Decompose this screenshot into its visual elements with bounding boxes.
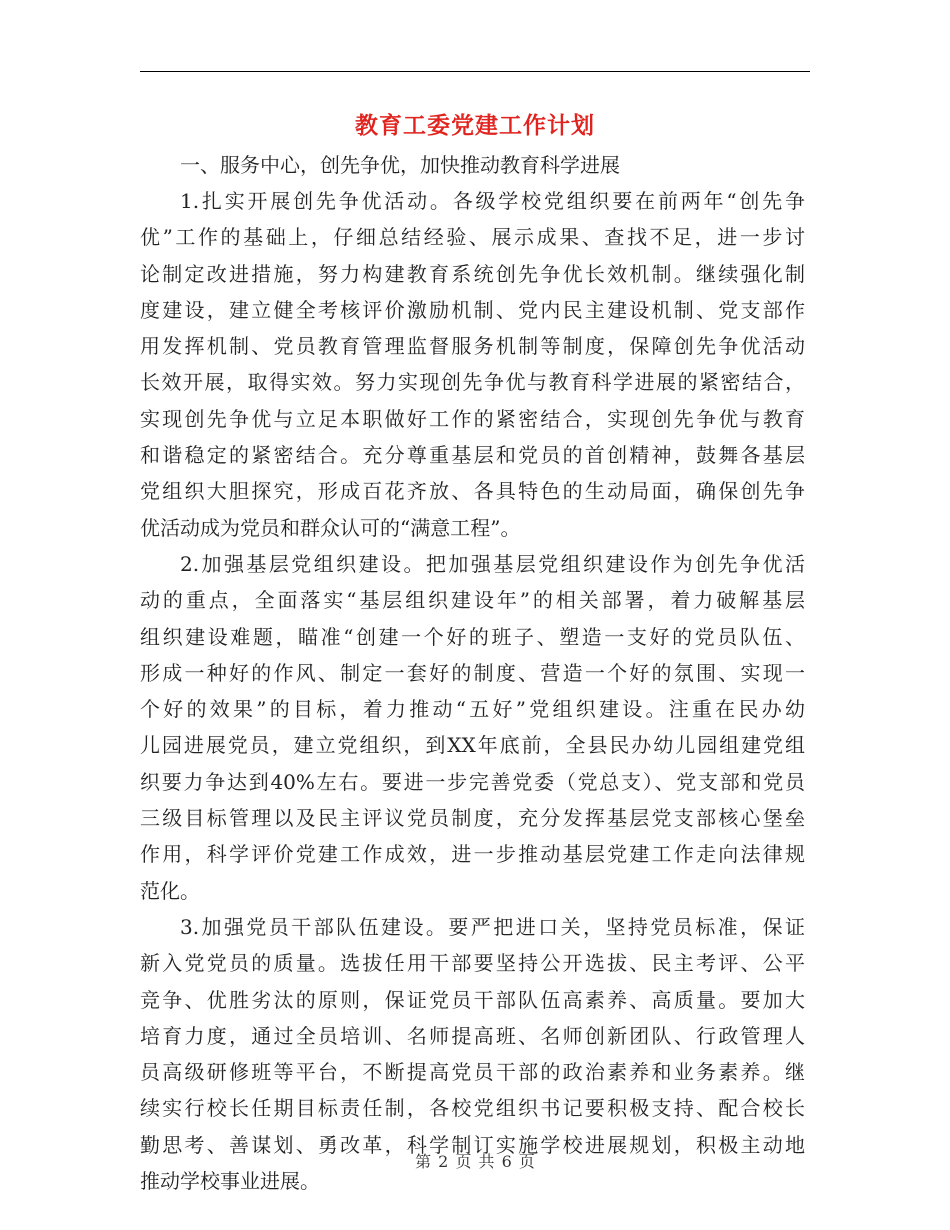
paragraph-line: 动的重点，全面落实“基层组织建设年”的相关部署，着力破解基层 xyxy=(140,588,805,613)
paragraph-line: 勤思考、善谋划、勇改革，科学制订实施学校进展规划，积极主动地 xyxy=(140,1132,805,1157)
paragraph-line: 组织建设难题，瞄准“创建一个好的班子、塑造一支好的党员队伍、 xyxy=(140,624,805,649)
paragraph-line: 论制定改进措施，努力构建教育系统创先争优长效机制。继续强化制 xyxy=(140,261,805,286)
paragraph-list xyxy=(140,183,805,1199)
paragraph-line: 优”工作的基础上，仔细总结经验、展示成果、查找不足，进一步讨 xyxy=(140,225,805,250)
paragraph-line: 实现创先争优与立足本职做好工作的紧密结合，实现创先争优与教育 xyxy=(140,406,805,431)
header-rule xyxy=(140,71,810,72)
paragraph-line: 范化。 xyxy=(140,878,200,903)
paragraph-line: 竞争、优胜劣汰的原则，保证党员干部队伍高素养、高质量。要加大 xyxy=(140,987,805,1012)
paragraph-line: 员高级研修班等平台，不断提高党员干部的政治素养和业务素养。继 xyxy=(140,1060,805,1085)
paragraph-line: 优活动成为党员和群众认可的“满意工程”。 xyxy=(140,515,521,540)
paragraph-line: 培育力度，通过全员培训、名师提高班、名师创新团队、行政管理人 xyxy=(140,1023,805,1048)
paragraph-line: 作用，科学评价党建工作成效，进一步推动基层党建工作走向法律规 xyxy=(140,842,805,867)
document-body xyxy=(140,147,805,1199)
paragraph-line: 2.加强基层党组织建设。把加强基层党组织建设作为创先争优活 xyxy=(180,551,805,576)
paragraph-line: 1.扎实开展创先争优活动。各级学校党组织要在前两年“创先争 xyxy=(180,189,805,213)
paragraph-line: 三级目标管理以及民主评议党员制度，充分发挥基层党支部核心堡垒 xyxy=(140,806,805,831)
paragraph-line: 度建设，建立健全考核评价激励机制、党内民主建设机制、党支部作 xyxy=(140,297,805,322)
paragraph-line: 和谐稳定的紧密结合。充分尊重基层和党员的首创精神，鼓舞各基层 xyxy=(140,443,805,468)
paragraph-line: 长效开展，取得实效。努力实现创先争优与教育科学进展的紧密结合， xyxy=(140,370,805,395)
document-title: 教育工委党建工作计划 xyxy=(355,112,595,139)
paragraph-line: 个好的效果”的目标，着力推动“五好”党组织建设。注重在民办幼 xyxy=(140,697,805,722)
page-number-footer: 第 2 页 共 6 页 xyxy=(415,1152,535,1171)
paragraph-line: 续实行校长任期目标责任制，各校党组织书记要积极支持、配合校长 xyxy=(140,1096,805,1121)
paragraph xyxy=(140,183,805,546)
paragraph-line: 织要力争达到40%左右。要进一步完善党委（党总支）、党支部和党员 xyxy=(140,769,805,794)
paragraph-line: 3.加强党员干部队伍建设。要严把进口关，坚持党员标准，保证 xyxy=(180,914,805,939)
paragraph xyxy=(140,546,805,909)
paragraph-line: 形成一种好的作风、制定一套好的制度、营造一个好的氛围、实现一 xyxy=(140,660,805,685)
paragraph-line: 儿园进展党员，建立党组织，到XX年底前，全县民办幼儿园组建党组 xyxy=(140,733,805,758)
paragraph-line: 党组织大胆探究，形成百花齐放、各具特色的生动局面，确保创先争 xyxy=(140,479,805,504)
section-heading: 一、服务中心，创先争优，加快推动教育科学进展 xyxy=(180,153,620,177)
paragraph-line: 新入党党员的质量。选拔任用干部要坚持公开选拔、民主考评、公平 xyxy=(140,951,805,976)
paragraph-line: 推动学校事业进展。 xyxy=(140,1169,320,1194)
paragraph-line: 用发挥机制、党员教育管理监督服务机制等制度，保障创先争优活动 xyxy=(140,334,805,359)
